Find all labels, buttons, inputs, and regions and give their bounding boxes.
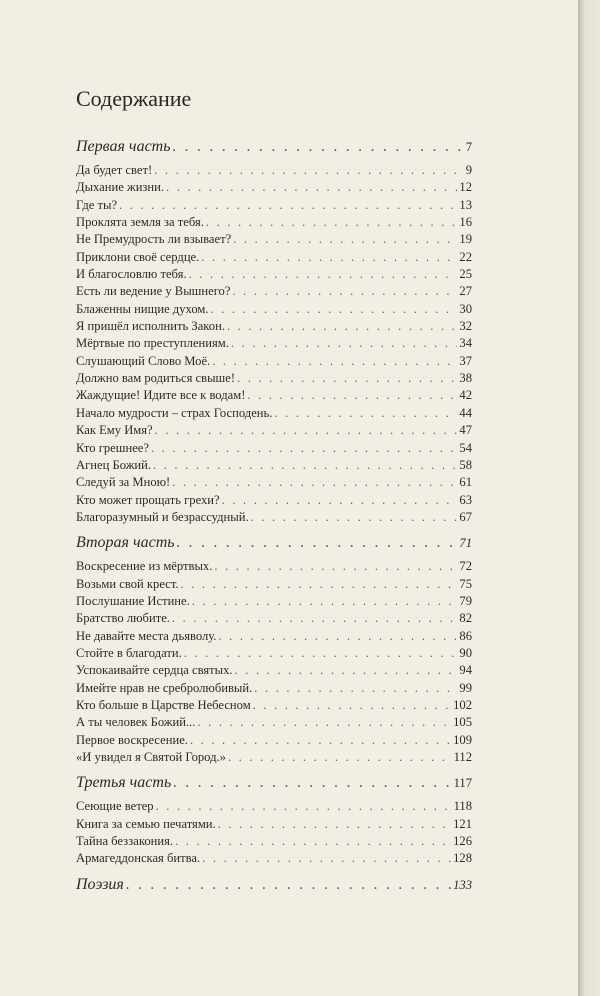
leader-dots	[172, 611, 457, 626]
toc-entry-page-number: 34	[459, 336, 472, 351]
toc-entry	[76, 559, 472, 576]
leader-dots	[156, 799, 452, 814]
toc-entry-title: Возьми свой крест.	[76, 576, 179, 591]
leader-dots	[254, 681, 457, 696]
toc-entry	[76, 354, 472, 371]
leader-dots	[227, 319, 457, 334]
toc-entry-page-number: 94	[459, 663, 472, 678]
toc-entry	[76, 577, 472, 594]
toc-entry-page-number: 79	[459, 593, 472, 608]
toc-entry	[76, 510, 472, 527]
leader-dots	[231, 336, 457, 351]
toc-entry	[76, 715, 472, 732]
toc-entry	[76, 267, 472, 284]
toc-entry	[76, 663, 472, 680]
toc-entry	[76, 406, 472, 423]
leader-dots	[214, 559, 457, 574]
toc-sections	[76, 138, 472, 901]
leader-dots	[151, 441, 457, 456]
toc-entry-title: Мёртвые по преступлениям.	[76, 336, 229, 351]
toc-entry	[76, 423, 472, 440]
toc-entry-page-number: 22	[459, 249, 472, 264]
toc-entry-title: Есть ли ведение у Вышнего?	[76, 284, 231, 299]
toc-entry	[76, 232, 472, 249]
toc-entry-title: А ты человек Божий...	[76, 715, 196, 730]
leader-dots	[189, 267, 458, 282]
toc-entry-title: Дыхание жизни.	[76, 180, 165, 195]
toc-entry-page-number: 99	[459, 680, 472, 695]
toc-entry	[76, 698, 472, 715]
toc-entry-page-number: 38	[459, 371, 472, 386]
leader-dots	[274, 406, 457, 421]
toc-entry	[76, 681, 472, 698]
toc-entry-title: Жаждущие! Идите все к водам!	[76, 388, 246, 403]
leader-dots	[218, 629, 457, 644]
toc-entry-title: Стойте в благодати.	[76, 645, 182, 660]
toc-entry	[76, 834, 472, 851]
section-page-number: 71	[459, 536, 472, 551]
leader-dots	[222, 493, 458, 508]
leader-dots	[153, 458, 457, 473]
toc-entry-title: Братство любите.	[76, 611, 170, 626]
toc-entry-page-number: 72	[459, 559, 472, 574]
toc-entry	[76, 371, 472, 388]
leader-dots	[177, 534, 458, 552]
toc-entry	[76, 319, 472, 336]
toc-entry	[76, 302, 472, 319]
toc-entry-title: Не Премудрость ли взывает?	[76, 232, 232, 247]
leader-dots	[235, 663, 458, 678]
section-heading-row	[76, 138, 472, 163]
toc-entry	[76, 750, 472, 767]
toc-entry-page-number: 37	[459, 353, 472, 368]
toc-entry-page-number: 90	[459, 645, 472, 660]
toc-entry-title: Воскресение из мёртвых.	[76, 559, 213, 574]
toc-entry	[76, 441, 472, 458]
leader-dots	[251, 510, 458, 525]
toc-entry-page-number: 67	[459, 509, 472, 524]
toc-entry	[76, 458, 472, 475]
toc-entry-title: Тайна беззакония.	[76, 834, 174, 849]
toc-entry	[76, 493, 472, 510]
toc-entry-page-number: 82	[459, 611, 472, 626]
toc-entry-title: Блаженны нищие духом.	[76, 301, 209, 316]
toc-entry-page-number: 86	[459, 628, 472, 643]
toc-entry-title: Я пришёл исполнить Закон.	[76, 319, 225, 334]
toc-entry-page-number: 105	[453, 715, 472, 730]
toc-entry-page-number: 118	[453, 799, 472, 814]
toc-entry-page-number: 42	[459, 388, 472, 403]
toc-entry-title: Книга за семью печатями.	[76, 816, 216, 831]
toc-entry-title: «И увидел я Святой Город.»	[76, 750, 226, 764]
toc-entry-page-number: 9	[465, 163, 472, 177]
section-page-number: 133	[453, 877, 472, 892]
toc-entry-page-number: 30	[459, 301, 472, 316]
leader-dots	[237, 371, 457, 386]
toc-entry-page-number: 19	[459, 232, 472, 247]
leader-dots	[154, 163, 464, 178]
toc-entry	[76, 336, 472, 353]
toc-entry-page-number: 32	[459, 319, 472, 334]
toc-entry-title: Благоразумный и безрассудный.	[76, 509, 249, 524]
toc-entry-title: Первое воскресение.	[76, 732, 188, 747]
section-heading: Первая часть	[76, 138, 171, 155]
toc-entry-title: И благословлю тебя.	[76, 267, 187, 282]
toc-section	[76, 534, 472, 767]
toc-entry-title: Не давайте места дьяволу.	[76, 628, 217, 643]
toc-entry-title: Как Ему Имя?	[76, 423, 153, 438]
toc-entry-title: Должно вам родиться свыше!	[76, 371, 236, 386]
leader-dots	[201, 250, 457, 265]
toc-entry-page-number: 54	[459, 440, 472, 455]
toc-entry-page-number: 112	[453, 750, 472, 764]
leader-dots	[212, 354, 457, 369]
toc-entry-page-number: 44	[459, 405, 472, 420]
toc-entry	[76, 250, 472, 267]
toc-entry	[76, 198, 472, 215]
toc-entry-title: Успокаивайте сердца святых.	[76, 663, 233, 678]
toc-entry-page-number: 13	[459, 197, 472, 212]
toc-entry	[76, 611, 472, 628]
toc-entry	[76, 817, 472, 834]
toc-entry-page-number: 63	[459, 492, 472, 507]
toc-entry	[76, 180, 472, 197]
toc-entry-title: Да будет свет!	[76, 163, 153, 177]
leader-dots	[232, 284, 457, 299]
leader-dots	[184, 646, 458, 661]
toc-section	[76, 774, 472, 868]
leader-dots	[175, 834, 451, 849]
section-heading-row	[76, 876, 472, 901]
toc-entry	[76, 475, 472, 492]
toc-entry-title: Имейте нрав не сребролюбивый.	[76, 680, 253, 695]
leader-dots	[173, 774, 451, 792]
toc-entry-title: Кто грешнее?	[76, 440, 149, 455]
leader-dots	[211, 302, 458, 317]
toc-entry	[76, 851, 472, 868]
toc-entry-page-number: 109	[453, 732, 472, 747]
leader-dots	[166, 180, 457, 195]
toc-entry-page-number: 58	[459, 457, 472, 472]
toc-entry-title: Послушание Истине.	[76, 593, 190, 608]
leader-dots	[206, 215, 458, 230]
page-edge	[578, 0, 600, 996]
toc-entry-page-number: 12	[459, 180, 472, 195]
section-page-number: 117	[453, 776, 472, 791]
toc-entry-title: Приклони своё сердце.	[76, 249, 200, 264]
leader-dots	[126, 876, 451, 894]
toc-entry-page-number: 128	[453, 851, 472, 866]
toc-entry-page-number: 126	[453, 834, 472, 849]
toc-entry	[76, 284, 472, 301]
section-heading: Третья часть	[76, 774, 172, 792]
toc-entry-title: Кто может прощать грехи?	[76, 492, 220, 507]
toc-entry	[76, 733, 472, 750]
toc-entry-page-number: 61	[459, 475, 472, 490]
leader-dots	[172, 475, 457, 490]
toc-entry	[76, 799, 472, 816]
toc-entry-page-number: 16	[459, 215, 472, 230]
toc-entry-page-number: 121	[453, 816, 472, 831]
leader-dots	[218, 817, 451, 832]
toc-entry-page-number: 25	[459, 267, 472, 282]
toc-entry-page-number: 102	[453, 697, 472, 712]
toc-entry-title: Слушающий Слово Моё.	[76, 353, 211, 368]
toc-entry-title: Начало мудрости – страх Господень.	[76, 405, 273, 420]
toc-section	[76, 138, 472, 527]
section-heading-row	[76, 774, 472, 799]
section-heading: Поэзия	[76, 875, 124, 893]
leader-dots	[228, 750, 452, 765]
toc-entry-title: Проклята земля за тебя.	[76, 215, 204, 230]
page-title: Содержание	[76, 86, 192, 111]
toc-entry-page-number: 27	[459, 284, 472, 299]
leader-dots	[253, 698, 451, 713]
toc-entry	[76, 163, 472, 180]
leader-dots	[173, 138, 464, 156]
leader-dots	[181, 577, 458, 592]
toc-entry	[76, 646, 472, 663]
toc-entry	[76, 594, 472, 611]
table-of-contents	[76, 86, 472, 908]
leader-dots	[119, 198, 457, 213]
toc-entry-title: Кто больше в Царстве Небесном	[76, 697, 251, 712]
toc-entry	[76, 388, 472, 405]
leader-dots	[190, 733, 451, 748]
toc-entry-title: Агнец Божий.	[76, 457, 152, 472]
toc-entry	[76, 629, 472, 646]
section-heading: Вторая часть	[76, 534, 175, 552]
toc-entry-title: Армагеддонская битва.	[76, 851, 201, 866]
toc-entry-page-number: 47	[459, 423, 472, 438]
leader-dots	[197, 715, 451, 730]
leader-dots	[202, 851, 451, 866]
leader-dots	[192, 594, 458, 609]
section-heading-row	[76, 534, 472, 559]
toc-section	[76, 876, 472, 901]
leader-dots	[247, 388, 457, 403]
toc-entry	[76, 215, 472, 232]
leader-dots	[233, 232, 457, 247]
toc-entry-title: Следуй за Мною!	[76, 475, 171, 490]
leader-dots	[155, 423, 458, 438]
toc-entry-title: Где ты?	[76, 197, 118, 212]
section-page-number: 7	[465, 140, 472, 154]
toc-entry-page-number: 75	[459, 576, 472, 591]
toc-entry-title: Сеющие ветер	[76, 799, 154, 814]
